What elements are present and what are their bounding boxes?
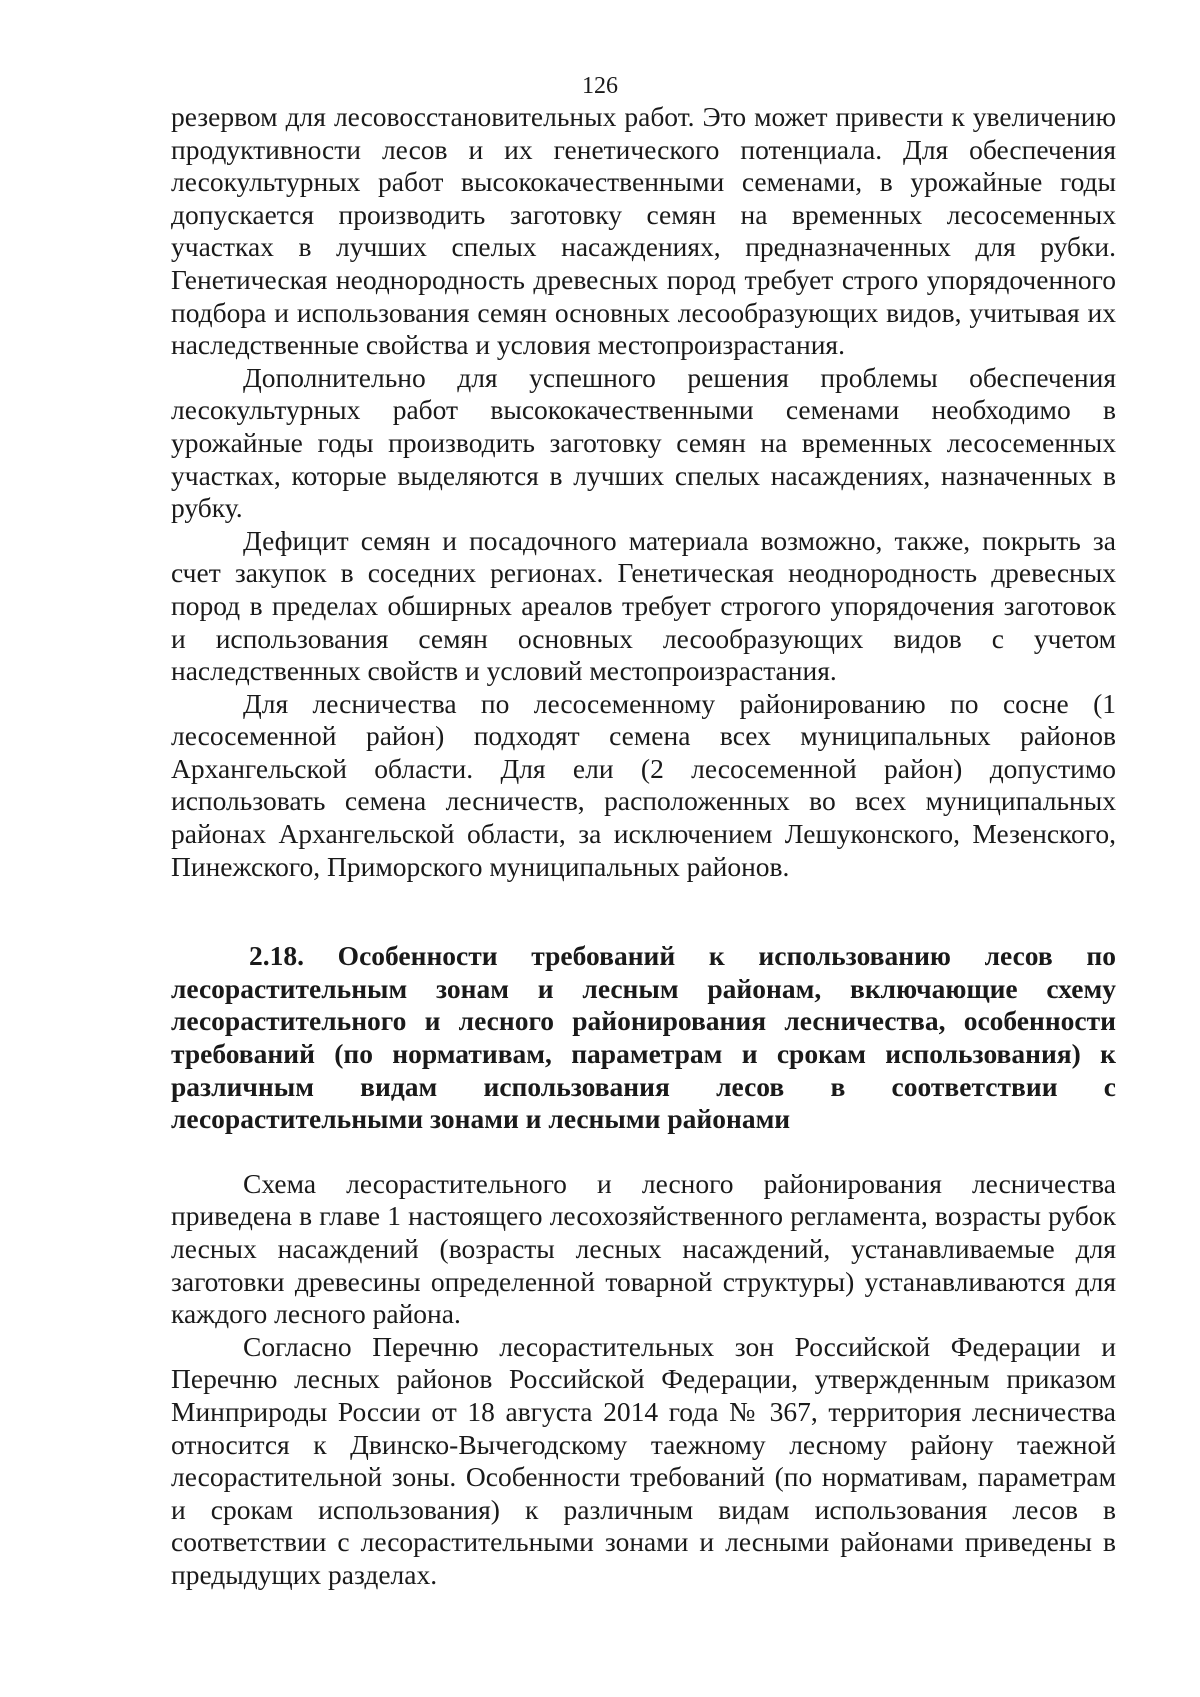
section-heading: 2.18. Особенности требований к использованию лесов по лесорастительным зонам и лесным районам, включающие схему лесорастительного и лесного районирования лесничества, особенности требований (по нормативам, параметрам и срокам использования) к различным видам использования лесов в соответствии с лесорастительными зонами и лесными районами — [171, 940, 1116, 1135]
page-body — [171, 101, 1116, 1592]
paragraph-zoning-scheme: Схема лесорастительного и лесного районирования лесничества приведена в главе 1 настоящего лесохозяйственного регламента, возрасты рубок лесных насаждений (возрасты лесных насаждений, устанавливаемые для заготовки древесины определенной товарной структуры) устанавливаются для каждого лесного района. — [171, 1167, 1116, 1330]
paragraph-continuation: резервом для лесовосстановительных работ. Это может привести к увеличению продуктивности лесов и их генетического потенциала. Для обеспечения лесокультурных работ высококачественными семенами, в урожайные годы допускается производить заготовку семян на временных лесосеменных участках в лучших спелых насаждениях, предназначенных для рубки. Генетическая неоднородность древесных пород требует строго упорядоченного подбора и использования семян основных лесообразующих видов, учитывая их наследственные свойства и условия местопроизрастания. — [171, 101, 1116, 361]
paragraph-seed-deficit: Дефицит семян и посадочного материала возможно, также, покрыть за счет закупок в соседних регионах. Генетическая неоднородность древесных пород в пределах обширных ареалов требует строгого упорядочения заготовок и использования семян основных лесообразующих видов с учетом наследственных свойств и условий местопроизрастания. — [171, 524, 1116, 687]
page-number: 126 — [582, 73, 618, 99]
paragraph-seed-zoning: Для лесничества по лесосеменному районированию по сосне (1 лесосеменной район) подходят семена всех муниципальных районов Архангельской области. Для ели (2 лесосеменной район) допустимо использовать семена лесничеств, расположенных во всех муниципальных районах Архангельской области, за исключением Лешуконского, Мезенского, Пинежского, Приморского муниципальных районов. — [171, 687, 1116, 882]
paragraph-forest-zones: Согласно Перечню лесорастительных зон Российской Федерации и Перечню лесных районов Российской Федерации, утвержденным приказом Минприроды России от 18 августа 2014 года № 367, территория лесничества относится к Двинско-Вычегодскому таежному лесному району таежной лесорастительной зоны. Особенности требований (по нормативам, параметрам и срокам использования) к различным видам использования лесов в соответствии с лесорастительными зонами и лесными районами приведены в предыдущих разделах. — [171, 1330, 1116, 1590]
paragraph-seed-harvesting: Дополнительно для успешного решения проблемы обеспечения лесокультурных работ высококачественными семенами необходимо в урожайные годы производить заготовку семян на временных лесосеменных участках, которые выделяются в лучших спелых насаждениях, назначенных в рубку. — [171, 361, 1116, 524]
